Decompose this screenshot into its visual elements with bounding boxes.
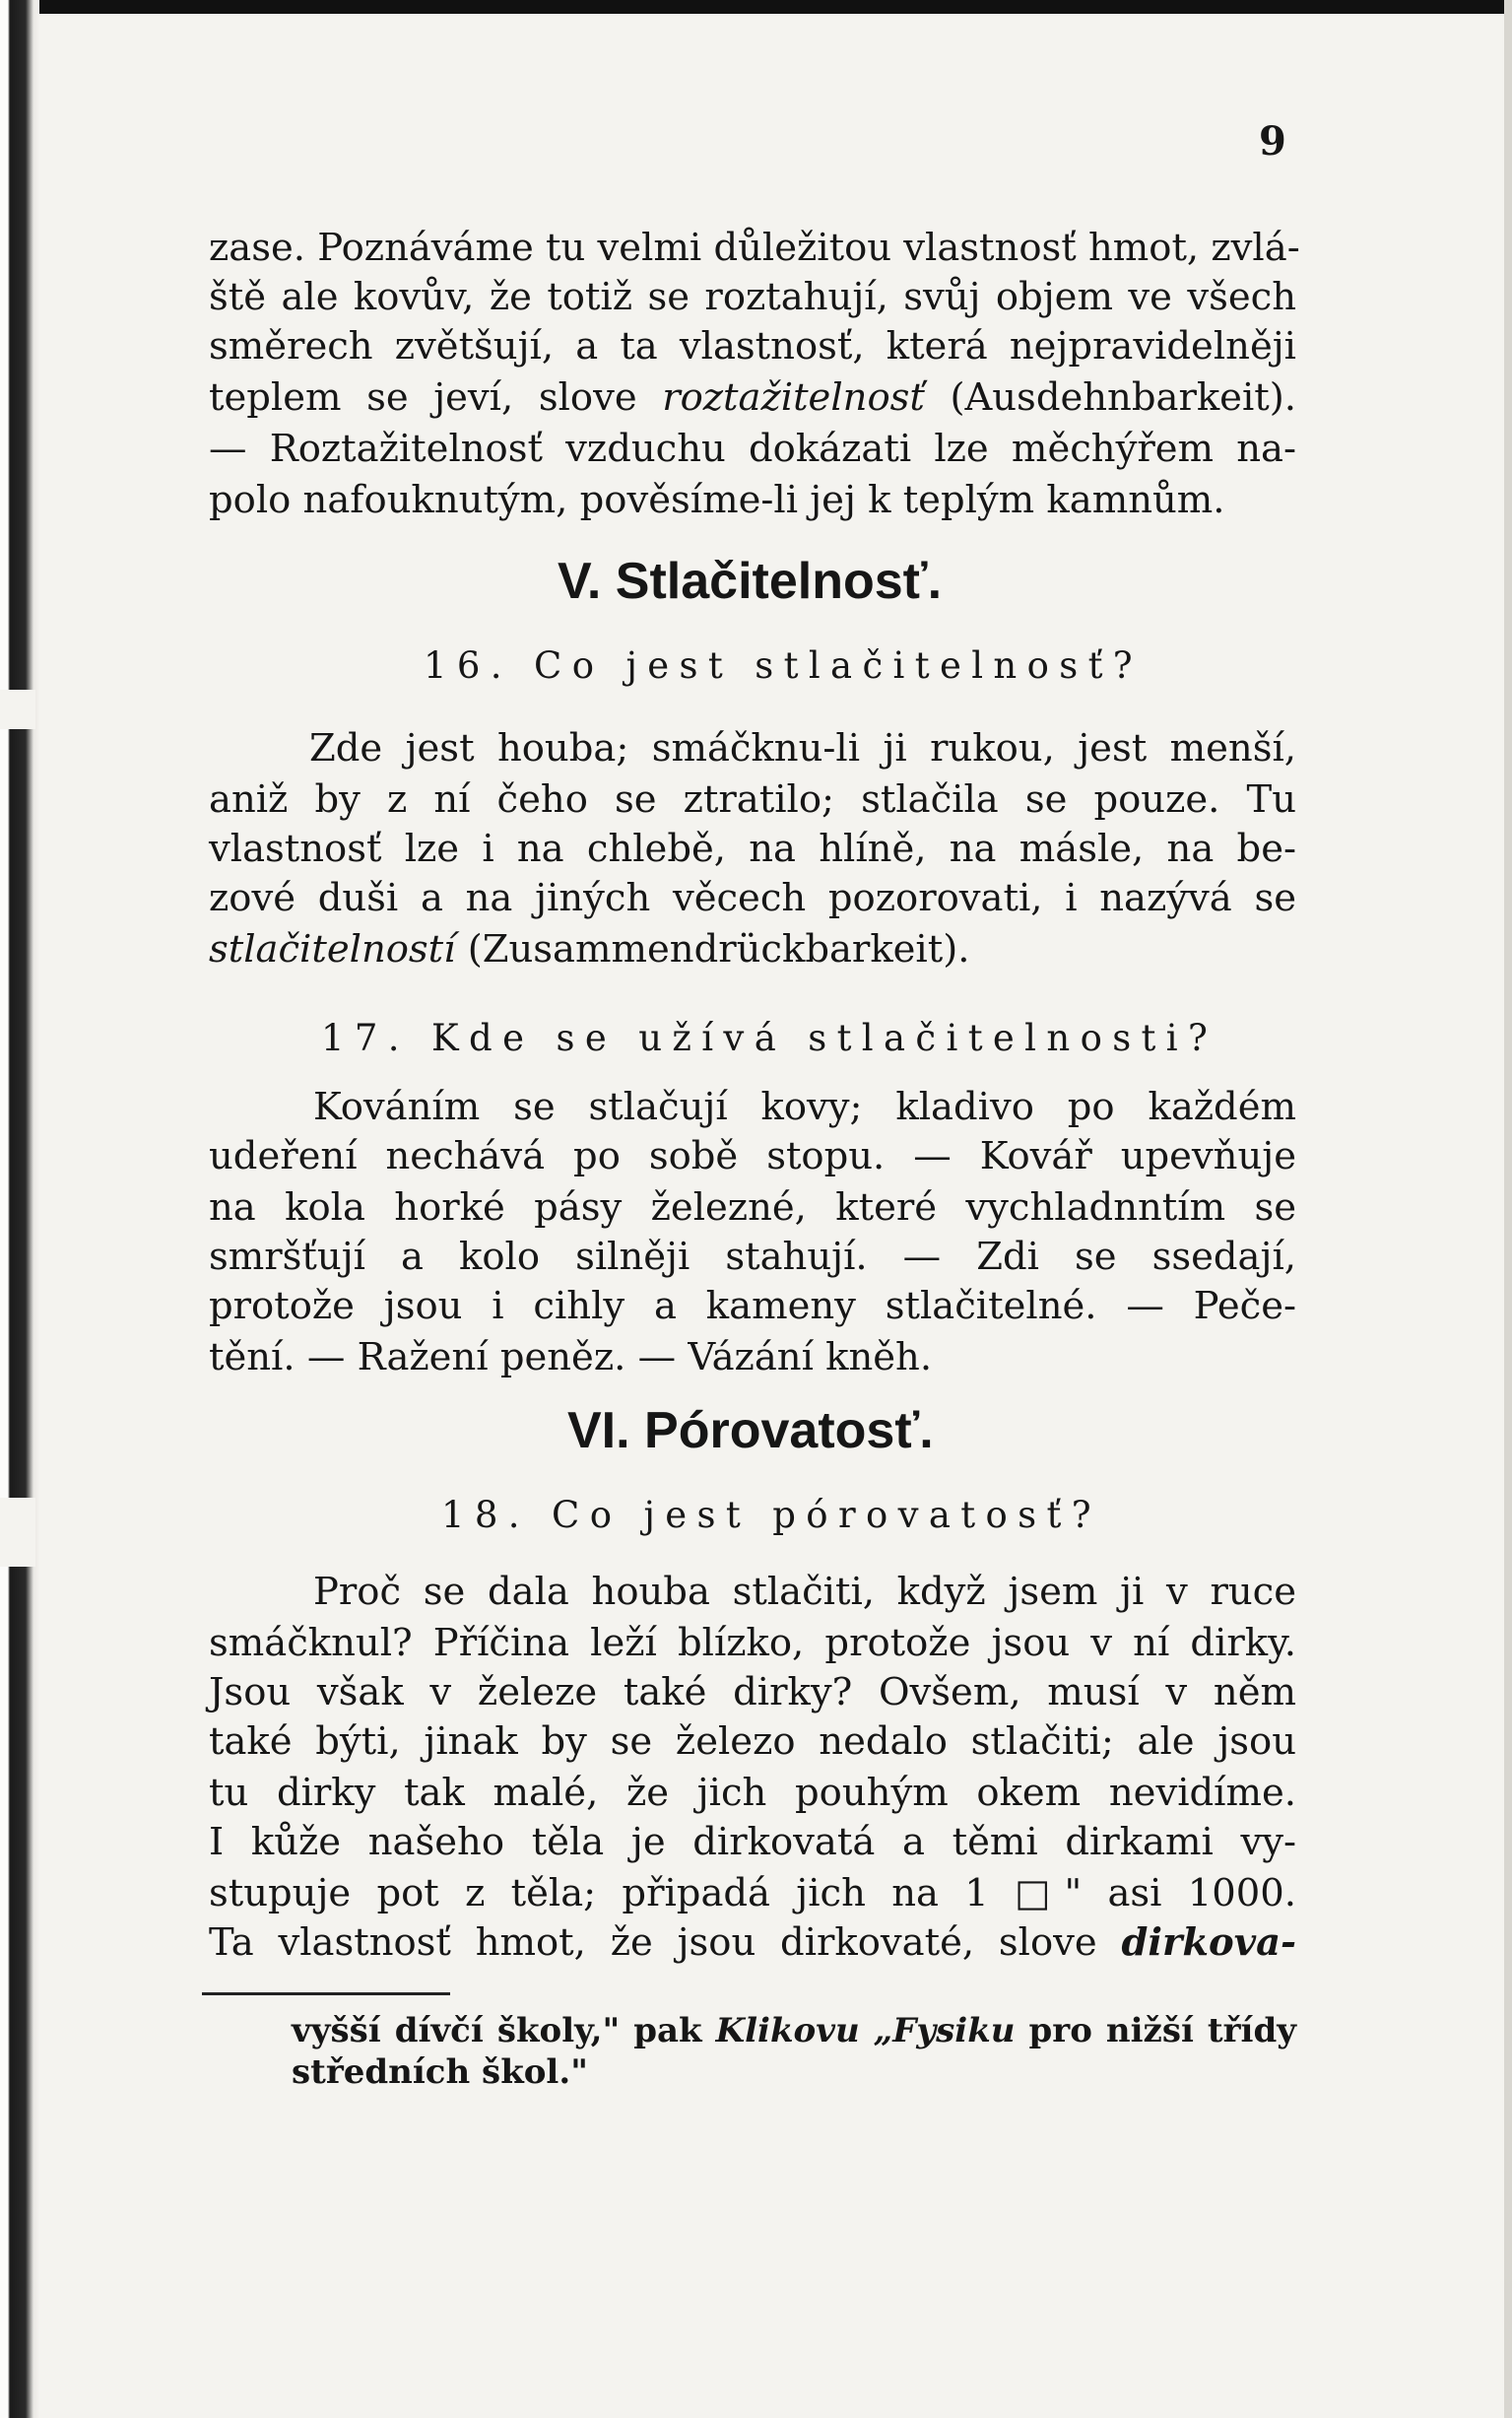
text-line: Kováním se stlačují kovy; kladivo po každém	[313, 1085, 1296, 1129]
text-line: polo nafouknutým, pověsíme-li jej k teplým kamnům.	[209, 478, 1225, 522]
text-line: — Roztažitelnosť vzduchu dokázati lze měchýřem na-	[209, 427, 1296, 471]
binding-gap	[0, 690, 35, 729]
text-line: smáčknul? Příčina leží blízko, protože jsou v ní dirky.	[209, 1621, 1296, 1665]
text-run: Ta vlastnosť hmot, že jsou dirkovaté, slove	[209, 1920, 1122, 1965]
text-line: tu dirky tak malé, že jich pouhým okem nevidíme.	[209, 1771, 1296, 1815]
question-heading: 18. Co jest pórovatosť?	[441, 1494, 1101, 1536]
question-heading: 16. Co jest stlačitelnosť?	[424, 644, 1143, 687]
text-line: Zde jest houba; smáčknu-li ji rukou, jest menší,	[309, 726, 1296, 771]
text-line: I kůže našeho těla je dirkovatá a těmi dirkami vy-	[209, 1820, 1296, 1864]
text-run: (Zusammendrückbarkeit).	[455, 927, 970, 972]
text-line: Proč se dala houba stlačiti, když jsem ji v ruce	[313, 1570, 1296, 1614]
italic-term: roztažitelnosť	[662, 375, 925, 420]
text-run: teplem se jeví, slove	[209, 375, 663, 420]
binding-gap	[0, 1498, 35, 1567]
italic-term: Klikovu „Fysiku	[715, 2011, 1016, 2050]
text-line: tění. — Ražení peněz. — Vázání kněh.	[209, 1335, 933, 1379]
text-line: aniž by z ní čeho se ztratilo; stlačila se pouze. Tu	[209, 777, 1296, 822]
text-line: vlastnosť lze i na chlebě, na hlíně, na másle, na be-	[209, 827, 1296, 871]
text-line: směrech zvětšují, a ta vlastnosť, která nejpravidelněji	[209, 324, 1296, 369]
text-line: také býti, jinak by se železo nedalo stlačiti; ale jsou	[209, 1719, 1296, 1764]
text-line	[209, 926, 969, 974]
page-right-edge	[1504, 0, 1512, 2418]
text-run: vyšší dívčí školy," pak	[292, 2011, 716, 2050]
footnote-rule	[202, 1992, 450, 1995]
section-heading: VI. Pórovatosť.	[567, 1402, 934, 1459]
text-run: pro nižší třídy	[1015, 2011, 1296, 2050]
text-line: na kola horké pásy železné, které vychladnntím se	[209, 1185, 1296, 1230]
text-line: zase. Poznáváme tu velmi důležitou vlastnosť hmot, zvlá-	[209, 226, 1300, 270]
text-line: ště ale kovův, že totiž se roztahují, svůj objem ve všech	[209, 275, 1296, 319]
text-line	[209, 1919, 1296, 1967]
page-top-edge	[0, 0, 1512, 14]
page-number: 9	[1259, 118, 1286, 165]
italic-term: stlačitelností	[209, 927, 456, 972]
footnote-line: středních škol."	[292, 2052, 588, 2092]
text-line: udeření nechává po sobě stopu. — Kovář upevňuje	[209, 1134, 1296, 1178]
section-heading: V. Stlačitelnosť.	[558, 553, 943, 610]
question-heading: 17. Kde se užívá stlačitelnosti?	[321, 1017, 1218, 1059]
binding-edge	[0, 0, 39, 2418]
text-line: zové duši a na jiných věcech pozorovati, i nazývá se	[209, 876, 1296, 920]
text-line: protože jsou i cihly a kameny stlačitelné. — Peče-	[209, 1284, 1296, 1328]
text-line: smršťují a kolo silněji stahují. — Zdi se ssedají,	[209, 1235, 1296, 1279]
text-run: (Ausdehnbarkeit).	[924, 375, 1296, 420]
text-line	[209, 374, 1296, 422]
text-line: stupuje pot z těla; připadá jich na 1 □" asi 1000.	[209, 1871, 1296, 1915]
text-line: Jsou však v železe také dirky? Ovšem, musí v něm	[209, 1670, 1296, 1714]
italic-term: dirkova-	[1121, 1920, 1296, 1965]
footnote-line	[292, 2010, 1296, 2051]
